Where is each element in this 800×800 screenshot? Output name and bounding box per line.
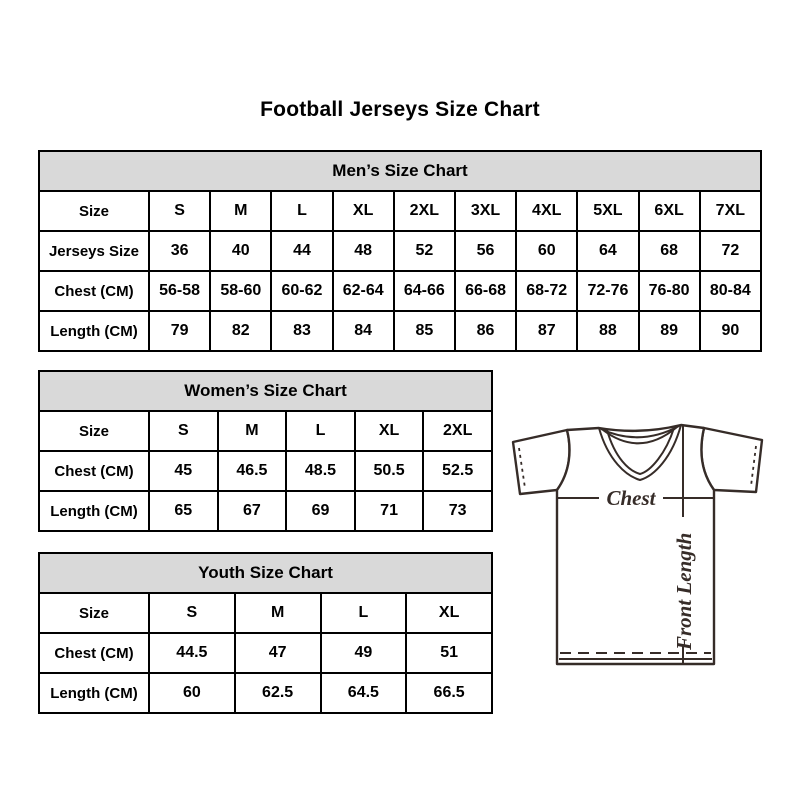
value-cell: 49 [321,633,407,673]
value-cell: 68 [639,231,700,271]
value-cell: M [218,411,287,451]
value-cell: 52.5 [423,451,492,491]
value-cell: 64 [577,231,638,271]
value-cell: 40 [210,231,271,271]
chest-label: Chest [606,486,656,510]
value-cell: L [321,593,407,633]
value-cell: 80-84 [700,271,761,311]
jersey-measurement-diagram [510,420,776,670]
value-cell: 66-68 [455,271,516,311]
value-cell: 84 [333,311,394,351]
value-cell: 76-80 [639,271,700,311]
table-title-row [39,553,492,593]
row-header-cell: Jerseys Size [39,231,149,271]
row-header-cell: Size [39,411,149,451]
row-header-cell: Chest (CM) [39,271,149,311]
value-cell: 2XL [394,191,455,231]
value-cell: 45 [149,451,218,491]
front-length-label: Front Length [672,532,696,650]
table-row [39,593,492,633]
table-row [39,411,492,451]
value-cell: 68-72 [516,271,577,311]
value-cell: 56-58 [149,271,210,311]
value-cell: 48.5 [286,451,355,491]
value-cell: 72-76 [577,271,638,311]
table-title-row [39,371,492,411]
value-cell: S [149,191,210,231]
value-cell: XL [355,411,424,451]
value-cell: L [271,191,332,231]
row-header-cell: Length (CM) [39,673,149,713]
value-cell: 7XL [700,191,761,231]
value-cell: 71 [355,491,424,531]
table-row [39,491,492,531]
value-cell: 88 [577,311,638,351]
value-cell: L [286,411,355,451]
table-title-row [39,151,761,191]
value-cell: 83 [271,311,332,351]
table-row [39,633,492,673]
mens-size-table [38,150,762,352]
value-cell: 58-60 [210,271,271,311]
row-header-cell: Chest (CM) [39,633,149,673]
value-cell: 82 [210,311,271,351]
row-header-cell: Length (CM) [39,311,149,351]
value-cell: XL [333,191,394,231]
value-cell: 5XL [577,191,638,231]
value-cell: S [149,593,235,633]
value-cell: 50.5 [355,451,424,491]
value-cell: 65 [149,491,218,531]
table-row [39,231,761,271]
value-cell: 85 [394,311,455,351]
value-cell: 90 [700,311,761,351]
value-cell: 60 [516,231,577,271]
row-header-cell: Chest (CM) [39,451,149,491]
value-cell: 64-66 [394,271,455,311]
value-cell: 3XL [455,191,516,231]
value-cell: 62-64 [333,271,394,311]
value-cell: S [149,411,218,451]
value-cell: 51 [406,633,492,673]
table-row [39,191,761,231]
youth-table-title: Youth Size Chart [39,553,492,593]
value-cell: 73 [423,491,492,531]
row-header-cell: Size [39,593,149,633]
value-cell: 66.5 [406,673,492,713]
value-cell: 48 [333,231,394,271]
page-title: Football Jerseys Size Chart [260,98,540,121]
value-cell: 62.5 [235,673,321,713]
women-table-title: Women’s Size Chart [39,371,492,411]
value-cell: 69 [286,491,355,531]
row-header-cell: Length (CM) [39,491,149,531]
value-cell: 47 [235,633,321,673]
value-cell: 2XL [423,411,492,451]
value-cell: 64.5 [321,673,407,713]
value-cell: 4XL [516,191,577,231]
value-cell: 44 [271,231,332,271]
table-row [39,311,761,351]
value-cell: 86 [455,311,516,351]
row-header-cell: Size [39,191,149,231]
value-cell: 6XL [639,191,700,231]
value-cell: 87 [516,311,577,351]
table-row [39,271,761,311]
value-cell: 89 [639,311,700,351]
value-cell: 52 [394,231,455,271]
value-cell: 60 [149,673,235,713]
value-cell: 46.5 [218,451,287,491]
table-row [39,451,492,491]
womens-size-table [38,370,493,532]
value-cell: M [210,191,271,231]
men-table-title: Men’s Size Chart [39,151,761,191]
youth-size-table [38,552,493,714]
value-cell: 79 [149,311,210,351]
value-cell: 72 [700,231,761,271]
value-cell: XL [406,593,492,633]
value-cell: 44.5 [149,633,235,673]
value-cell: 60-62 [271,271,332,311]
value-cell: M [235,593,321,633]
value-cell: 56 [455,231,516,271]
value-cell: 36 [149,231,210,271]
table-row [39,673,492,713]
value-cell: 67 [218,491,287,531]
